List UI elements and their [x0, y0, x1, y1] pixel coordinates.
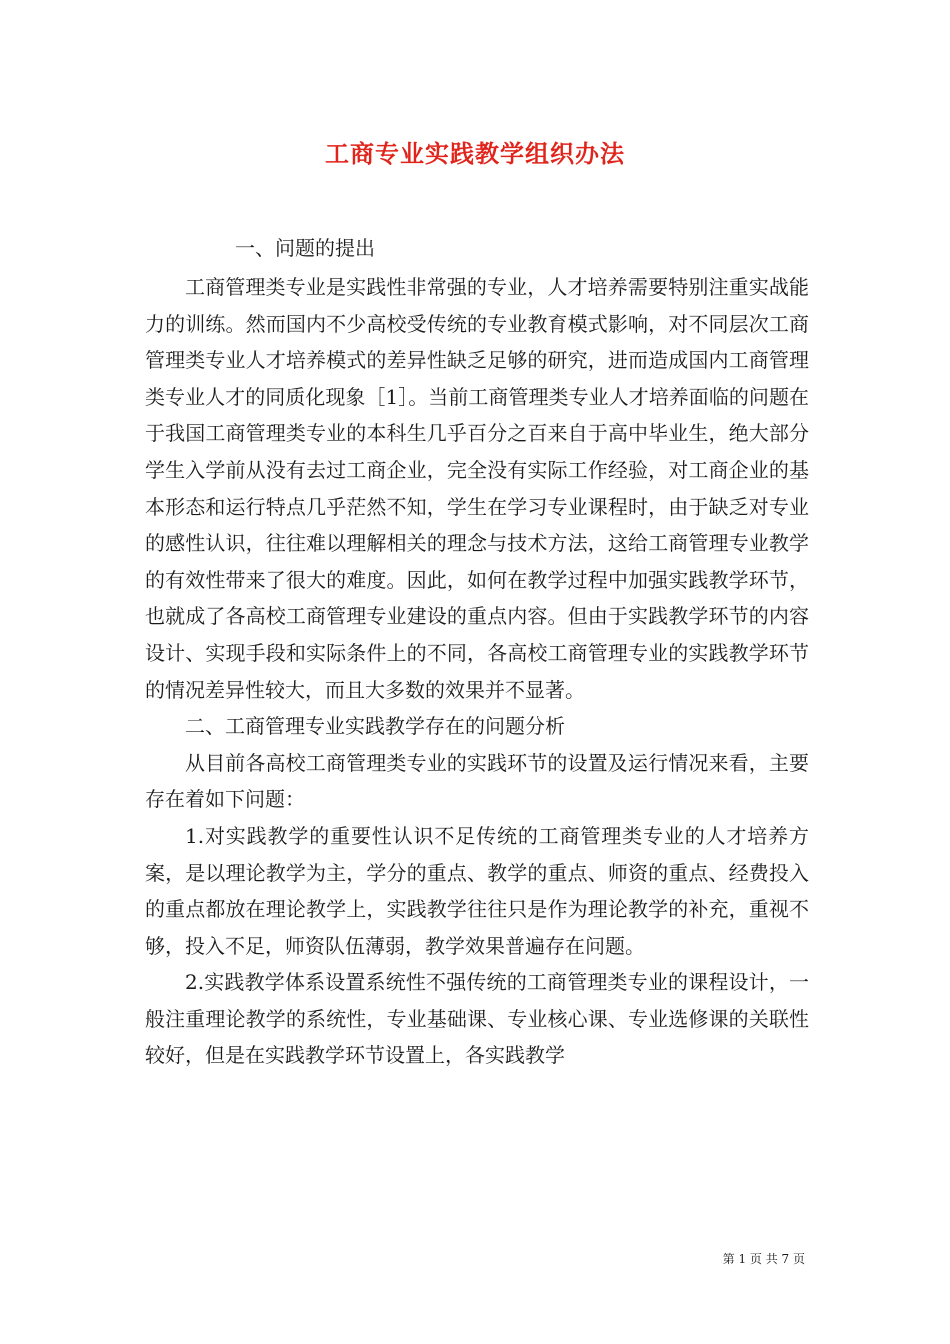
document-body: [145, 269, 809, 1074]
paragraph-point-1: 1.对实践教学的重要性认识不足传统的工商管理类专业的人才培养方案，是以理论教学为主，学分的重点、教学的重点、师资的重点、经费投入的重点都放在理论教学上，实践教学往往只是作为理论教学的补充，重视不够，投入不足，师资队伍薄弱，教学效果普遍存在问题。: [145, 823, 809, 958]
paragraph-problem-statement: 工商管理类专业是实践性非常强的专业，人才培养需要特别注重实战能力的训练。然而国内不少高校受传统的专业教育模式影响，对不同层次工商管理类专业人才培养模式的差异性缺乏足够的研究，进而造成国内工商管理类专业人才的同质化现象［1］。当前工商管理类专业人才培养面临的问题在于我国工商管理类专业的本科生几乎百分之百来自于高中毕业生，绝大部分学生入学前从没有去过工商企业，完全没有实际工作经验，对工商企业的基本形态和运行特点几乎茫然不知，学生在学习专业课程时，由于缺乏对专业的感性认识，往往难以理解相关的理念与技术方法，这给工商管理专业教学的有效性带来了很大的难度。因此，如何在教学过程中加强实践教学环节，也就成了各高校工商管理专业建设的重点内容。但由于实践教学环节的内容设计、实现手段和实际条件上的不同，各高校工商管理专业的实践教学环节的情况差异性较大，而且大多数的效果并不显著。: [145, 275, 809, 702]
paragraph-point-2: 2.实践教学体系设置系统性不强传统的工商管理类专业的课程设计，一般注重理论教学的系统性，专业基础课、专业核心课、专业选修课的关联性较好，但是在实践教学环节设置上，各实践教学: [145, 970, 809, 1068]
section-heading-problem: 一、问题的提出: [235, 236, 375, 260]
page-number: 第 1 页 共 7 页: [722, 1252, 805, 1266]
section-heading-analysis: 二、工商管理专业实践教学存在的问题分析: [185, 714, 565, 739]
paragraph-analysis-intro: 从目前各高校工商管理类专业的实践环节的设置及运行情况来看，主要存在着如下问题：: [145, 750, 809, 812]
document-title: 工商专业实践教学组织办法: [325, 139, 625, 168]
